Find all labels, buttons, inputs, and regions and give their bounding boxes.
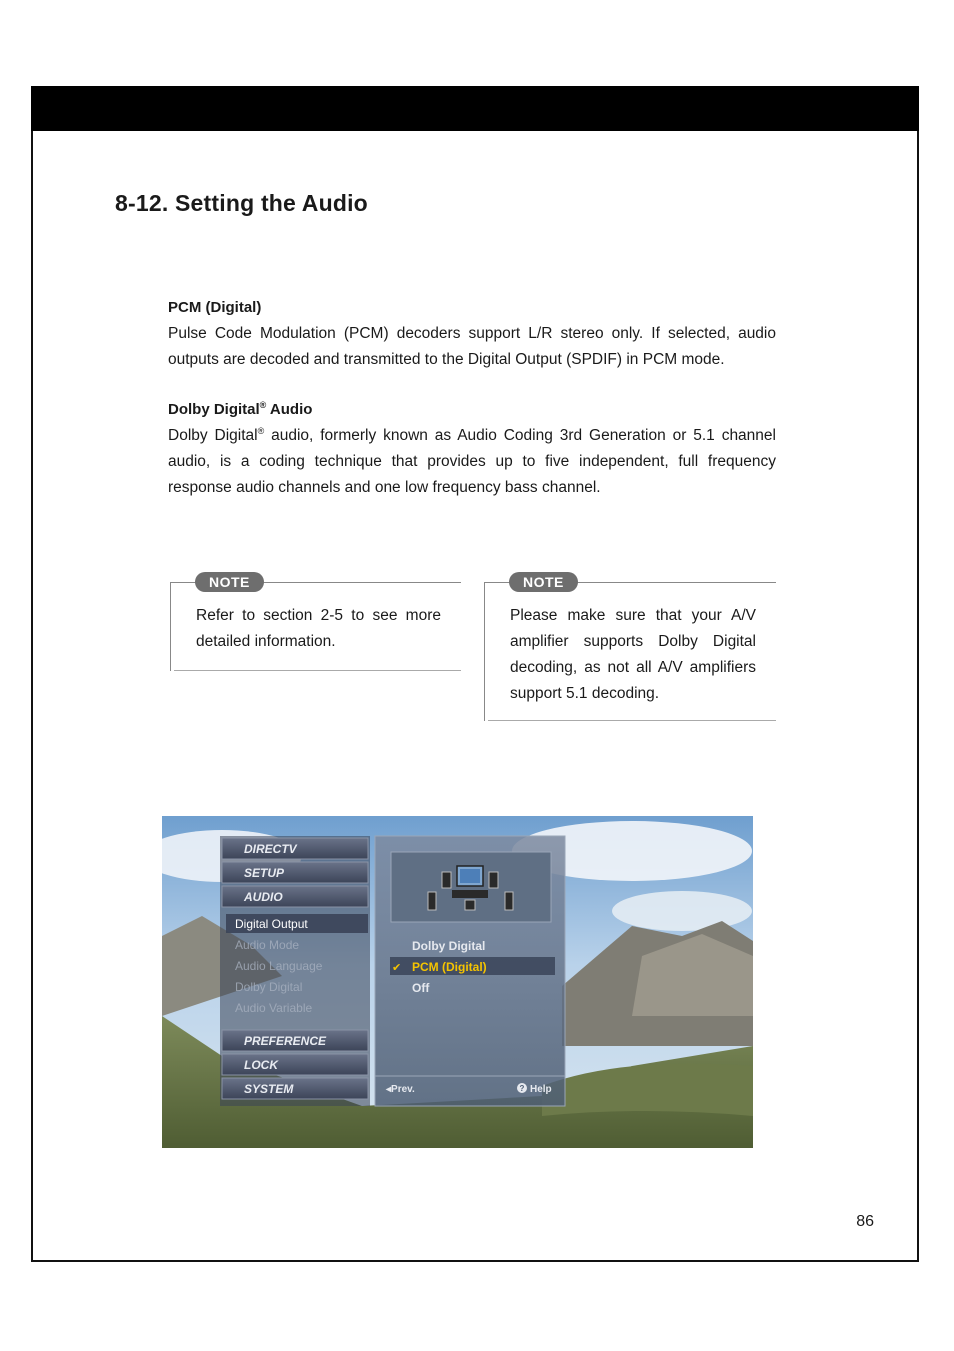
note-rule [488,720,776,721]
page-number: 86 [856,1213,874,1230]
menu-bottom_items-label: PREFERENCE [244,1034,327,1048]
heading-text: Audio [266,401,313,418]
help-label[interactable]: Help [530,1084,552,1095]
registered-mark: ® [257,425,265,436]
note-rule [174,670,461,671]
menu-top_items-label: SETUP [244,866,285,880]
section-pcm [168,295,776,373]
submenu-item[interactable]: Audio Mode [235,938,300,952]
section-body [168,423,776,501]
option-item[interactable]: Off [412,981,430,995]
section-heading [168,397,776,423]
note-text: Please make sure that your A/V amplifier supports Dolby Digital decoding, as not all A/V amplifiers support 5.1 decoding. [510,607,756,702]
options-panel [375,836,565,1106]
heading-text: Dolby Digital [168,401,260,418]
cloud [612,891,752,931]
note-badge: NOTE [195,572,264,592]
note-rule [170,582,171,671]
registered-mark: ® [259,400,267,410]
note-text: Refer to section 2-5 to see more detailed information. [196,607,441,650]
menu-top_items-label: AUDIO [244,890,283,904]
left-menu [220,836,370,1106]
section-body: Pulse Code Modulation (PCM) decoders support L/R stereo only. If selected, audio outputs are decoded and transmitted to the Digital Output (SPDIF) in PCM mode. [168,325,776,368]
page-title: 8-12. Setting the Audio [115,190,368,216]
menu-bottom_items-label: SYSTEM [244,1082,294,1096]
submenu-item[interactable]: Audio Language [235,959,323,973]
menu-illustration [162,816,753,1148]
prev-label[interactable]: ◂Prev. [386,1084,415,1095]
body-text: Dolby Digital [168,427,258,444]
check-icon: ✔ [392,962,402,974]
note-box [170,574,461,671]
menu-bottom_items-label: LOCK [244,1058,278,1072]
note-badge: NOTE [509,572,578,592]
header-bar [31,86,919,131]
section-dolby [168,397,776,501]
submenu-item[interactable]: Audio Variable [235,1001,313,1015]
section-heading: PCM (Digital) [168,299,262,316]
note-box [484,574,776,721]
option-item[interactable]: Dolby Digital [412,939,486,953]
tv-menu-screenshot [162,816,753,1148]
submenu-item[interactable]: Digital Output [235,917,308,931]
submenu-item[interactable]: Dolby Digital [235,980,303,994]
help-icon-glyph: ? [519,1084,525,1093]
note-rule [484,582,485,721]
option-item[interactable]: PCM (Digital) [412,960,487,974]
body-text: audio, formerly known as Audio Coding 3rd Generation or 5.1 channel audio, is a coding technique that provides up to five independent, full frequency response audio channels and one low frequency bass channel. [168,427,776,496]
speaker-diagram-box [391,852,551,922]
menu-top_items-label: DIRECTV [244,842,297,856]
